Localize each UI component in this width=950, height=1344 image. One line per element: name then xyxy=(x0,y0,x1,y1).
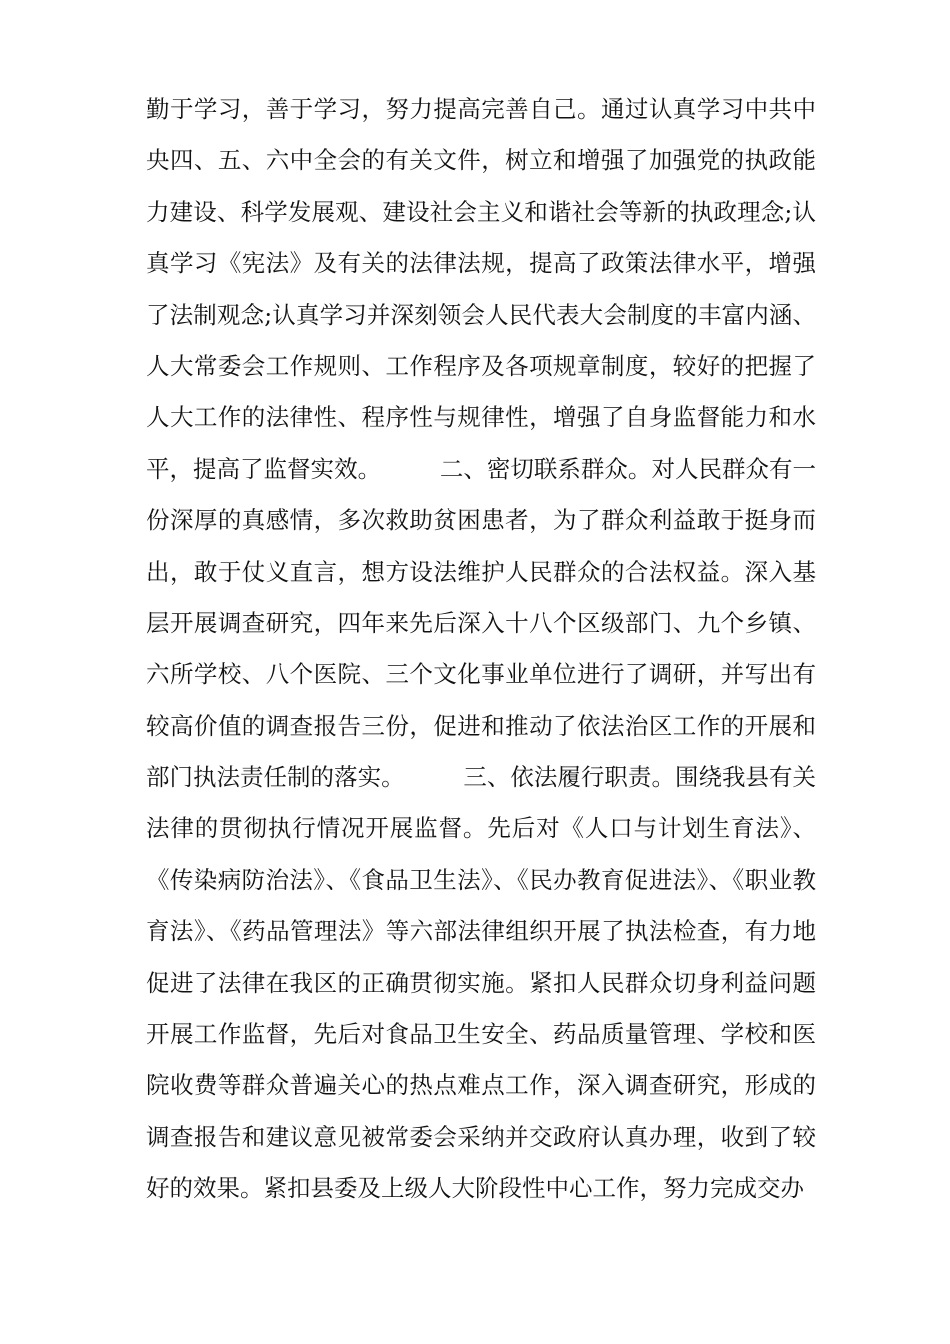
text-line: 了法制观念;认真学习并深刻领会人民代表大会制度的丰富内涵、 xyxy=(146,300,816,329)
text-line: 央四、五、六中全会的有关文件，树立和增强了加强党的执政能 xyxy=(146,146,816,175)
text-line: 调查报告和建议意见被常委会采纳并交政府认真办理，收到了较 xyxy=(146,1122,816,1151)
text-line: 勤于学习，善于学习，努力提高完善自己。通过认真学习中共中 xyxy=(146,95,816,123)
text-line: 份深厚的真感情，多次救助贫困患者，为了群众利益敢于挺身而 xyxy=(146,506,816,535)
body-text xyxy=(146,84,816,1215)
text-line: 法律的贯彻执行情况开展监督。先后对《人口与计划生育法》、 xyxy=(146,814,816,843)
text-line: 真学习《宪法》及有关的法律法规，提高了政策法律水平，增强 xyxy=(146,249,816,278)
text-line: 育法》、《药品管理法》等六部法律组织开展了执法检查，有力地 xyxy=(146,917,816,946)
text-line: 出，敢于仗义直言，想方设法维护人民群众的合法权益。深入基 xyxy=(146,557,816,586)
text-line: 部门执法责任制的落实。 三、依法履行职责。围绕我县有关 xyxy=(146,763,816,792)
text-line: 人大常委会工作规则、工作程序及各项规章制度，较好的把握了 xyxy=(146,351,816,380)
text-line: 《传染病防治法》、《食品卫生法》、《民办教育促进法》、《职业教 xyxy=(146,865,816,894)
text-line: 力建设、科学发展观、建设社会主义和谐社会等新的执政理念;认 xyxy=(146,197,816,226)
text-line: 好的效果。紧扣县委及上级人大阶段性中心工作，努力完成交办 xyxy=(146,1174,804,1203)
text-line: 较高价值的调查报告三份，促进和推动了依法治区工作的开展和 xyxy=(146,711,816,740)
text-line: 开展工作监督，先后对食品卫生安全、药品质量管理、学校和医 xyxy=(146,1020,816,1049)
text-line: 院收费等群众普遍关心的热点难点工作，深入调查研究，形成的 xyxy=(146,1071,816,1100)
text-line: 人大工作的法律性、程序性与规律性，增强了自身监督能力和水 xyxy=(146,403,816,432)
text-line: 促进了法律在我区的正确贯彻实施。紧扣人民群众切身利益问题 xyxy=(146,968,816,997)
text-line: 平，提高了监督实效。 二、密切联系群众。对人民群众有一 xyxy=(146,454,816,483)
text-line: 层开展调查研究，四年来先后深入十八个区级部门、九个乡镇、 xyxy=(146,608,816,637)
text-line: 六所学校、八个医院、三个文化事业单位进行了调研，并写出有 xyxy=(146,660,816,689)
